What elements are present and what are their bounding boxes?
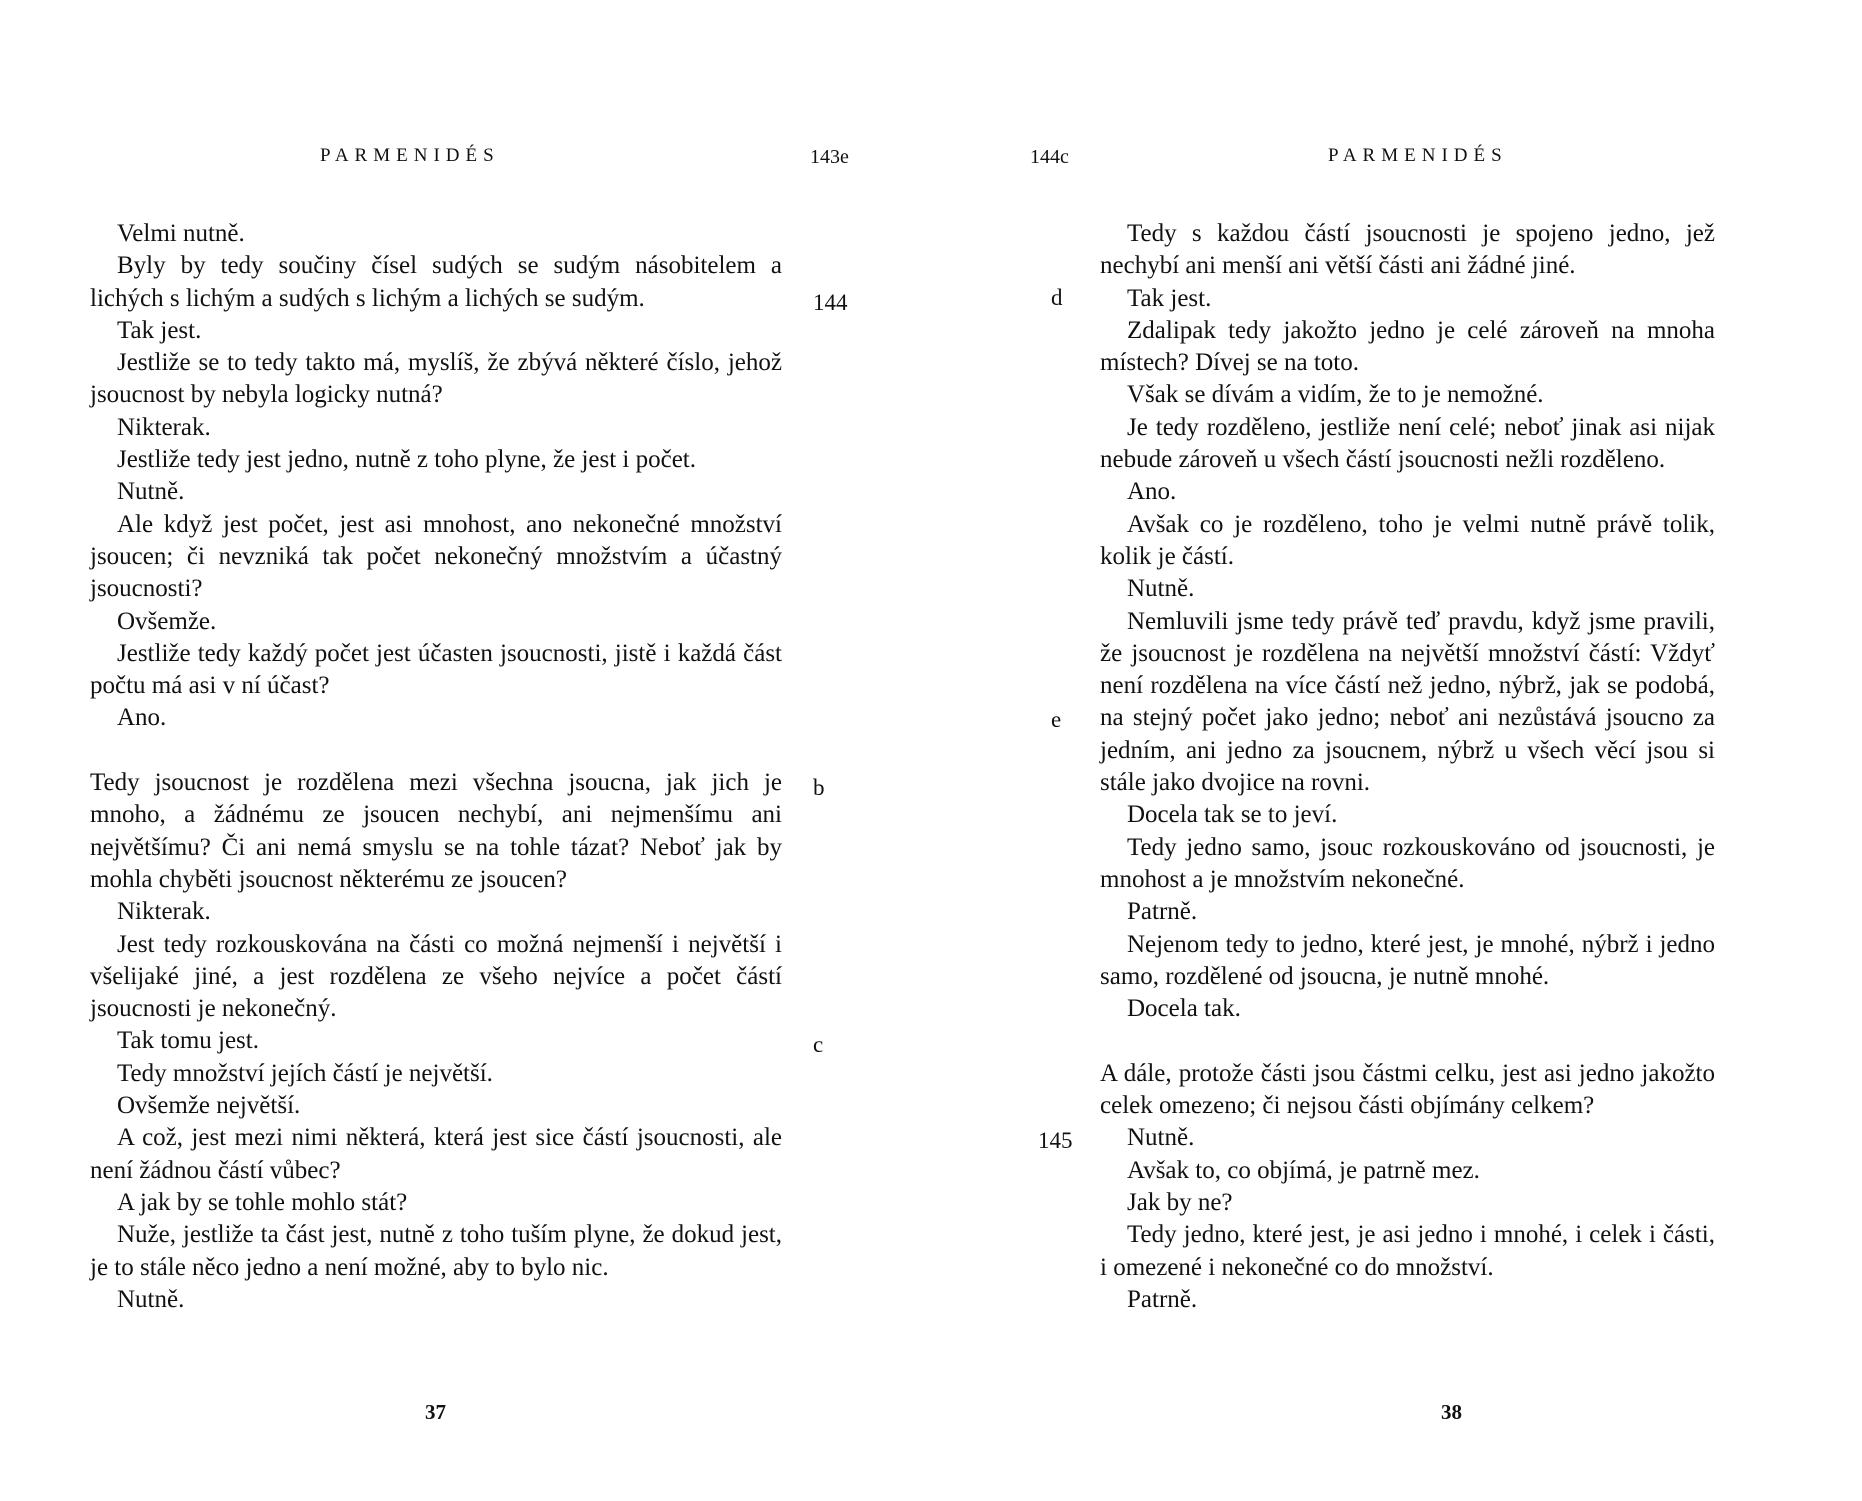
paragraph: Nejenom tedy to jedno, které jest, je mnohé, nýbrž i jedno samo, rozdělené od jsoucna, je nutně mnohé. xyxy=(1100,930,1715,990)
paragraph: Nutně. xyxy=(1127,575,1195,603)
paragraph: Velmi nutně. xyxy=(117,220,245,247)
margin-mark: 145 xyxy=(1038,1128,1073,1153)
text-block xyxy=(90,218,782,1316)
margin-mark: d xyxy=(1051,285,1063,310)
paragraph: Docela tak. xyxy=(1127,995,1241,1023)
paragraph: A dále, protože části jsou částmi celku, jest asi jedno jakožto celek omezeno; či nejsou části objímány celkem? xyxy=(1100,1059,1715,1120)
paragraph: Však se dívám a vidím, že to je nemožné. xyxy=(1127,381,1544,409)
paragraph: Tak tomu jest. xyxy=(117,1027,259,1055)
paragraph: Ano. xyxy=(117,704,167,732)
paragraph: Patrně. xyxy=(1127,898,1198,926)
paragraph: A což, jest mezi nimi některá, která jest sice částí jsoucnosti, ale není žádnou částí vůbec? xyxy=(90,1124,782,1184)
paragraph: Tedy jedno samo, jsouc rozkouskováno od jsoucnosti, je mnohost a je množstvím nekonečné. xyxy=(1100,833,1715,893)
paragraph: Tak jest. xyxy=(1127,284,1212,312)
paragraph: Jestliže se to tedy takto má, myslíš, že zbývá některé číslo, jehož jsoucnost by nebyla logicky nutná? xyxy=(90,349,782,409)
paragraph: Tedy s každou částí jsoucnosti je spojeno jedno, jež nechybí ani menší ani větší části ani žádné jiné. xyxy=(1100,220,1715,280)
paragraph: Tedy množství jejích částí je největší. xyxy=(117,1059,493,1087)
paragraph: Jak by ne? xyxy=(1127,1188,1233,1216)
paragraph: A jak by se tohle mohlo stát? xyxy=(117,1188,408,1216)
running-head: PARMENIDÉS xyxy=(320,145,500,166)
paragraph: Byly by tedy součiny čísel sudých se sudým násobitelem a lichých s lichým a sudých s lichým a lichých se sudým. xyxy=(90,252,782,312)
running-head: PARMENIDÉS xyxy=(1328,145,1508,166)
paragraph: Avšak to, co objímá, je patrně mez. xyxy=(1127,1156,1480,1184)
paragraph: Nutně. xyxy=(1127,1124,1195,1152)
stephanus-reference: 144c xyxy=(1030,146,1069,168)
paragraph: Ale když jest počet, jest asi mnohost, ano nekonečné množství jsoucen; či nevzniká tak počet nekonečný množstvím a účastný jsoucnosti? xyxy=(90,510,782,603)
paragraph: Jest tedy rozkouskována na části co možná nejmenší i největší i všelijaké jiné, a jest rozdělena ze všeho nejvíce a počet částí jsoucnosti je nekonečný. xyxy=(90,930,782,1023)
right-page xyxy=(931,0,1862,1501)
paragraph: Jestliže tedy každý počet jest účasten jsoucnosti, jistě i každá část počtu má asi v ní účast? xyxy=(90,639,782,700)
paragraph: Nemluvili jsme tedy právě teď pravdu, když jsme pravili, že jsoucnost je rozdělena na největší množství částí: Vždyť není rozdělena na více částí než jedno, nýbrž, jak se podobá, na stejný počet jako jedno; neboť ani nezůstává jsoucno za jedním, ani jedno za jsoucnem, nýbrž u všech věcí jsou si stále jako dvojice na rovni. xyxy=(1100,607,1715,797)
paragraph: Tedy jedno, které jest, je asi jedno i mnohé, i celek i části, i omezené i nekonečné co do množství. xyxy=(1100,1221,1715,1281)
stephanus-reference: 143e xyxy=(810,146,849,168)
paragraph: Tedy jsoucnost je rozdělena mezi všechna jsoucna, jak jich je mnoho, a žádnému ze jsoucen nechybí, ani nejmenšímu ani největšímu? Či ani nemá smyslu se na tohle tázat? Neboť jak by mohla chyběti jsoucnost některému ze jsoucen? xyxy=(90,769,782,893)
paragraph: Nuže, jestliže ta část jest, nutně z toho tuším plyne, že dokud jest, je to stále něco jedno a není možné, aby to bylo nic. xyxy=(90,1221,782,1281)
paragraph: Nutně. xyxy=(117,1285,185,1313)
page-number: 37 xyxy=(425,1400,446,1424)
paragraph: Ovšemže. xyxy=(117,607,217,635)
margin-mark: e xyxy=(1051,707,1062,732)
paragraph: Ano. xyxy=(1127,478,1177,506)
margin-mark: b xyxy=(813,775,825,800)
page-number: 38 xyxy=(1441,1400,1462,1424)
text-block xyxy=(1100,218,1715,1316)
paragraph: Jestliže tedy jest jedno, nutně z toho plyne, že jest i počet. xyxy=(117,446,697,474)
paragraph: Tak jest. xyxy=(117,316,202,344)
paragraph: Je tedy rozděleno, jestliže není celé; neboť jinak asi nijak nebude zároveň u všech částí jsoucnosti nežli rozděleno. xyxy=(1100,413,1715,474)
paragraph: Nikterak. xyxy=(117,898,211,926)
paragraph: Docela tak se to jeví. xyxy=(1127,801,1338,829)
margin-mark: c xyxy=(813,1032,824,1057)
paragraph: Nutně. xyxy=(117,478,185,506)
paragraph: Ovšemže největší. xyxy=(117,1092,301,1120)
margin-mark: 144 xyxy=(813,290,848,315)
paragraph: Patrně. xyxy=(1127,1285,1198,1313)
paragraph: Zdalipak tedy jakožto jedno je celé zároveň na mnoha místech? Dívej se na toto. xyxy=(1100,316,1715,377)
paragraph: Nikterak. xyxy=(117,413,211,441)
paragraph: Avšak co je rozděleno, toho je velmi nutně právě tolik, kolik je částí. xyxy=(1100,510,1715,570)
